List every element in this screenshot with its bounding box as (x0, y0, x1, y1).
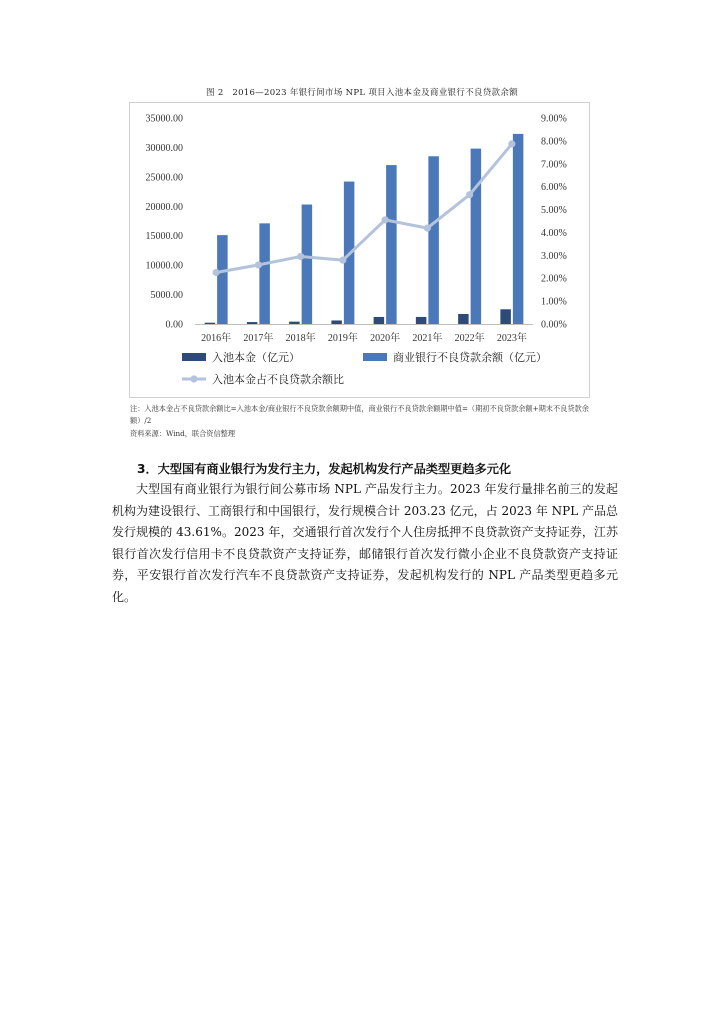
ratio-point (213, 269, 220, 276)
ratio-point (424, 224, 431, 231)
y-right-tick-label: 0.00% (541, 319, 567, 331)
y-left-tick-label: 30000.00 (145, 142, 183, 154)
y-left-tick-label: 10000.00 (145, 260, 183, 272)
ratio-point (508, 140, 515, 147)
x-tick-label: 2017年 (243, 333, 274, 344)
ratio-point (339, 257, 346, 264)
y-right-tick-label: 1.00% (541, 296, 567, 308)
bar-principal (374, 317, 385, 324)
figure-title: 图 2 2016—2023 年银行间市场 NPL 项目入池本金及商业银行不良贷款余额 (206, 88, 518, 98)
ratio-point (297, 253, 304, 260)
y-right-tick-label: 3.00% (541, 250, 567, 262)
y-right-tick-label: 6.00% (541, 182, 567, 194)
legend-label-npl-balance: 商业银行不良贷款余额（亿元） (393, 352, 547, 364)
y-left-tick-label: 35000.00 (145, 113, 183, 125)
y-left-tick-label: 20000.00 (145, 201, 183, 213)
data-source-note: 资料来源：Wind，联合资信整理 (130, 429, 236, 438)
y-right-tick-label: 2.00% (541, 273, 567, 285)
bar-principal (416, 317, 427, 324)
legend-swatch-npl-balance (363, 353, 387, 361)
y-right-tick-label: 8.00% (541, 136, 567, 148)
y-left-tick-label: 25000.00 (145, 172, 183, 184)
x-tick-label: 2021年 (412, 333, 443, 344)
x-tick-label: 2023年 (496, 333, 527, 344)
ratio-point (255, 261, 262, 268)
bar-line-chart (130, 103, 591, 399)
y-right-tick-label: 5.00% (541, 205, 567, 217)
bar-npl-balance (513, 134, 524, 324)
x-tick-label: 2016年 (201, 333, 232, 344)
bar-npl-balance (259, 223, 270, 324)
bar-npl-balance (428, 156, 439, 324)
body-paragraph: 大型国有商业银行为银行间公募市场 NPL 产品发行主力。2023 年发行量排名前三的发起机构为建设银行、工商银行和中国银行，发行规模合计 203.23 亿元，占 2023 年 NPL 产品总发行规模的 43.61%。2023 年，交通银行首次发行个人住房抵押不良贷款资产支持证券，江苏银行首次发行信用卡不良贷款资产支持证券，邮储银行首次发行微小企业不良贷款资产支持证券，平安银行首次发行汽车不良贷款资产支持证券，发起机构发行的 NPL 产品类型更趋多元化。 (112, 482, 618, 604)
bar-principal (458, 314, 469, 324)
figure-note: 注：入池本金占不良贷款余额比=入池本金/商业银行不良贷款余额期中值，商业银行不良贷款余额期中值=（期初不良贷款余额+期末不良贷款余额）/2 (130, 404, 589, 425)
legend-label-principal: 入池本金（亿元） (212, 352, 300, 364)
legend-label-ratio: 入池本金占不良贷款余额比 (212, 374, 344, 386)
bar-principal (289, 322, 300, 324)
x-tick-label: 2018年 (285, 333, 316, 344)
y-right-tick-label: 9.00% (541, 113, 567, 125)
section-heading: 3．大型国有商业银行为发行主力，发起机构发行产品类型更趋多元化 (137, 462, 512, 476)
legend-swatch-ratio-point (190, 375, 197, 382)
bar-npl-balance (302, 205, 313, 324)
y-left-tick-label: 15000.00 (145, 231, 183, 243)
bar-principal (331, 320, 342, 324)
y-left-tick-label: 0.00 (165, 319, 183, 331)
legend-swatch-principal (182, 353, 206, 361)
chart-container (129, 102, 590, 398)
x-tick-label: 2019年 (327, 333, 358, 344)
x-tick-label: 2020年 (370, 333, 401, 344)
y-left-tick-label: 5000.00 (150, 290, 183, 302)
bar-npl-balance (386, 165, 397, 324)
y-right-tick-label: 7.00% (541, 159, 567, 171)
x-tick-label: 2022年 (454, 333, 485, 344)
bar-principal (205, 323, 216, 324)
bar-npl-balance (217, 235, 228, 324)
bar-principal (500, 309, 511, 324)
y-right-tick-label: 4.00% (541, 227, 567, 239)
ratio-point (466, 191, 473, 198)
bar-principal (247, 322, 258, 324)
ratio-point (382, 216, 389, 223)
bar-npl-balance (471, 149, 482, 324)
